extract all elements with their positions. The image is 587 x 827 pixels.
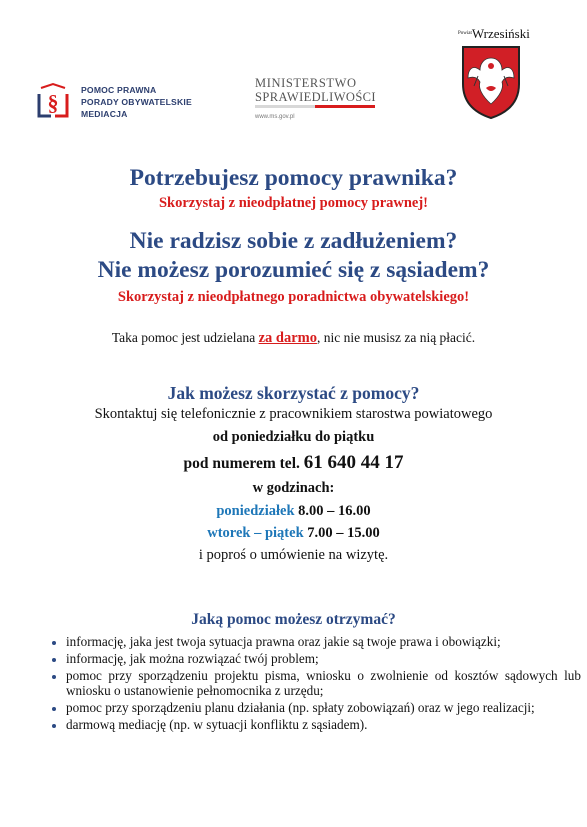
list-item: • pomoc przy sporządzeniu projektu pisma, wniosku o zwolnienie od kosztów sądowych lub wniosku o ustanowienie pełnomocnika z urzędu; [66,668,581,698]
tue-fri-hours: 7.00 – 15.00 [303,525,380,541]
list-item: • darmową mediację (np. w sytuacji konfliktu z sąsiadem). [66,717,581,732]
subheadline-citizen-advice: Skorzystaj z nieodpłatnego poradnictwa obywatelskiego! [117,289,470,305]
paragraph-book-icon [31,80,75,124]
headline-neighbour: Nie możesz porozumieć się z sąsiadem? [97,257,490,283]
free-of-charge-note [0,330,587,347]
ministry-line-1: MINISTERSTWO [255,76,357,90]
pomoc-prawna-text [81,84,192,120]
appointment-note: i poproś o umówienie na wizytę. [198,547,389,563]
what-title: Jaką pomoc możesz otrzymać? [191,611,396,628]
phone-number: 61 640 44 17 [303,452,404,473]
headline-lawyer: Potrzebujesz pomocy prawnika? [129,165,458,191]
working-days: od poniedziałku do piątku [212,429,375,445]
free-text-before: Taka pomoc jest udzielana [111,330,259,345]
crest-caption [458,27,530,41]
crest-small-label: Powiat [458,31,472,36]
subheadline-legal-aid: Skorzystaj z nieodpłatnej pomocy prawnej! [158,195,429,211]
eagle-shield-icon [460,44,522,120]
contact-instruction: Skontaktuj się telefonicznie z pracownikiem starostwa powiatowego [94,406,493,422]
logo-line-2: PORADY OBYWATELSKIE [81,97,192,107]
phone-line [0,452,587,474]
ministry-logo [255,76,385,120]
crest-name: Wrzesiński [471,26,530,41]
list-item: • informację, jaka jest twoja sytuacja prawna oraz jakie są twoje prawa i obowiązki; [66,634,581,649]
svg-text:§: § [47,90,59,115]
free-text-after: , nic nie musisz za nią płacić. [316,330,476,345]
list-item: • informację, jak można rozwiązać twój problem; [66,651,581,666]
how-title: Jak możesz skorzystać z pomocy? [167,383,420,403]
ministry-line-2: SPRAWIEDLIWOŚCI [255,90,376,104]
free-highlight: za darmo [258,330,317,346]
monday-label: poniedziałek [216,503,295,519]
hours-label: w godzinach: [252,480,335,496]
ministry-url: www.ms.gov.pl [255,114,295,120]
tue-fri-label: wtorek – piątek [207,525,304,541]
phone-prefix: pod numerem tel. [183,455,304,472]
logo-line-3: MEDIACJA [81,109,128,119]
headline-debt: Nie radzisz sobie z zadłużeniem? [129,228,458,254]
flag-bar [255,105,375,108]
help-list [42,634,581,734]
hours-tue-fri [0,525,587,542]
monday-hours: 8.00 – 16.00 [294,503,371,519]
pomoc-prawna-logo [31,80,192,124]
logo-line-1: POMOC PRAWNA [81,85,157,95]
list-item: • pomoc przy sporządzeniu planu działania (np. spłaty zobowiązań) oraz w jego realizacji; [66,700,581,715]
hours-monday [0,503,587,520]
powiat-crest [456,27,528,123]
